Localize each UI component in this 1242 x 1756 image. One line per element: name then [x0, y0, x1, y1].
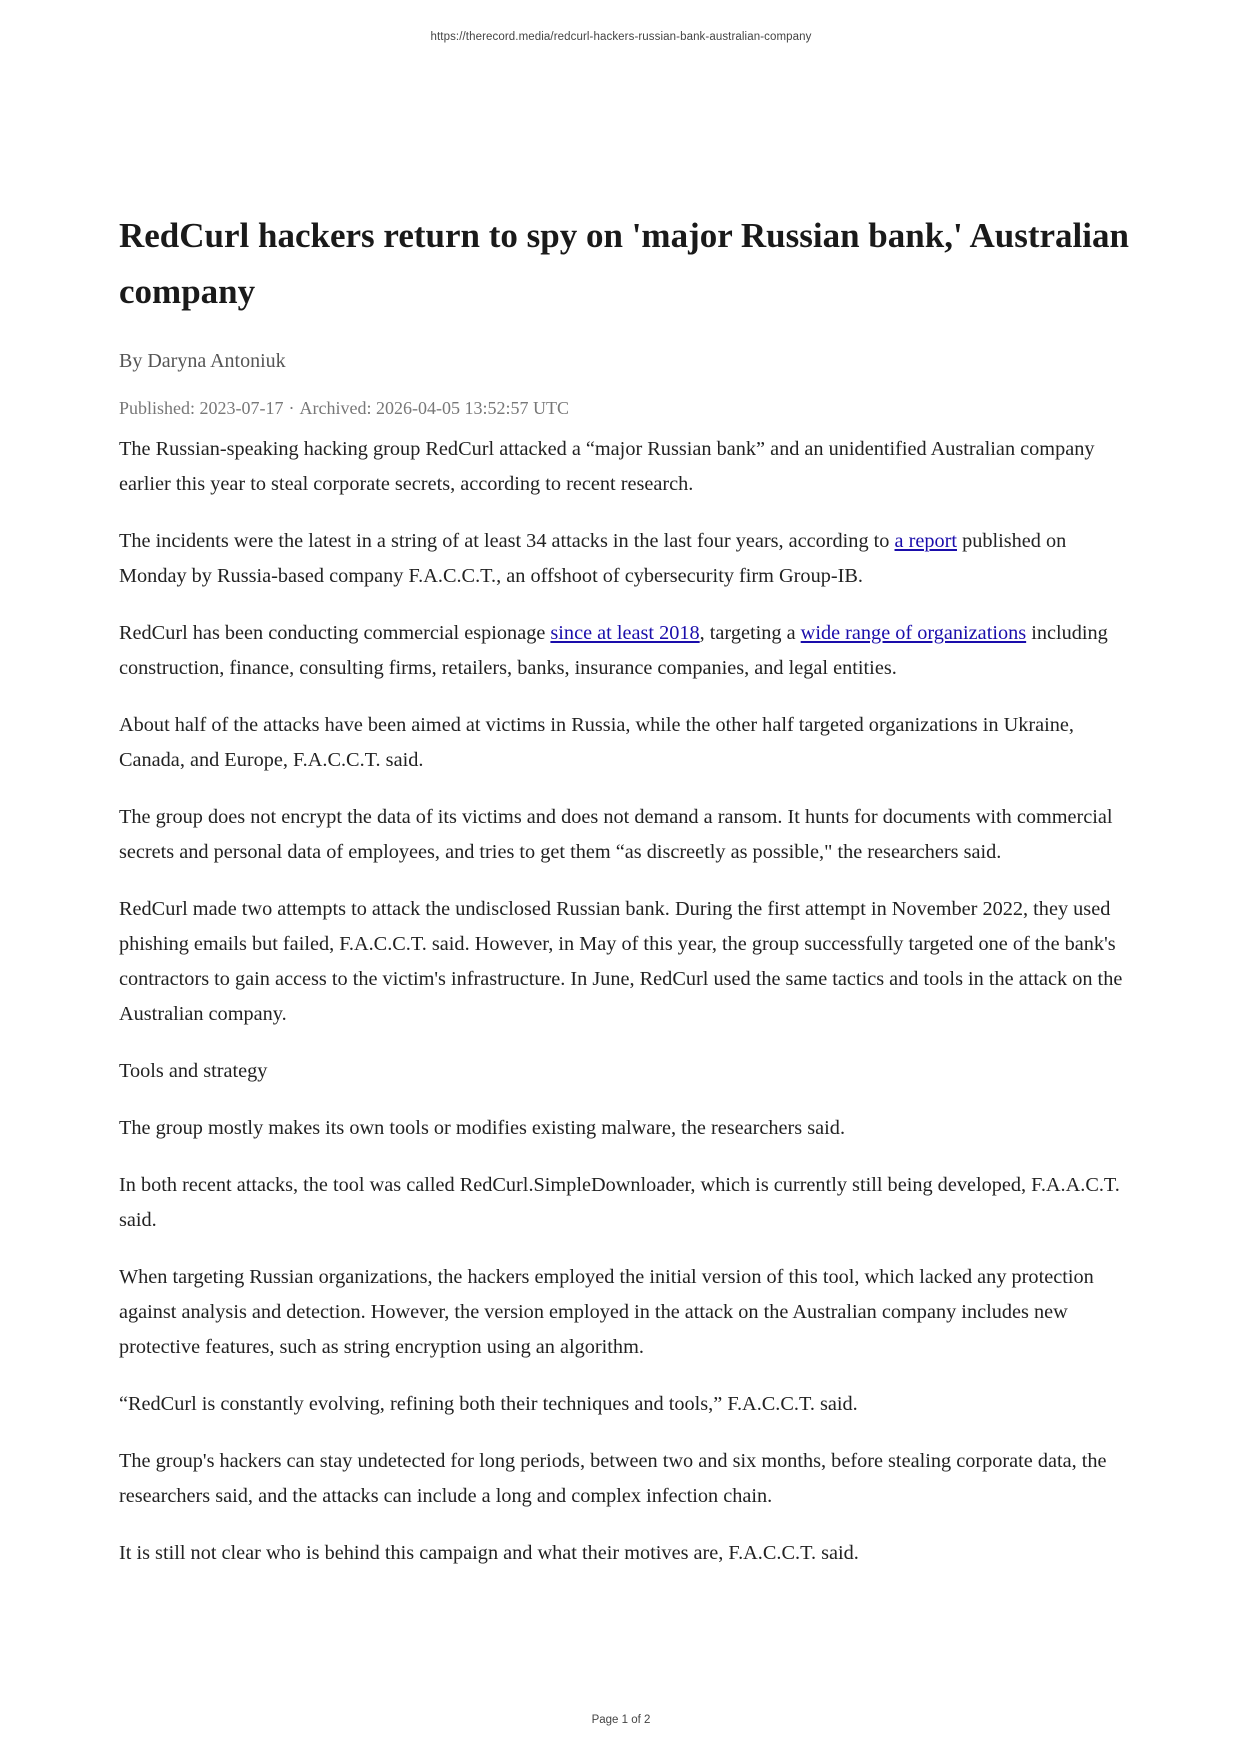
paragraph-2-text-a: The incidents were the latest in a string of at least 34 attacks in the last four years, according to [119, 530, 895, 552]
paragraph-3-text-a: RedCurl has been conducting commercial espionage [119, 622, 551, 644]
paragraph-8: The group mostly makes its own tools or modifies existing malware, the researchers said. [119, 1117, 846, 1139]
paragraph-13: It is still not clear who is behind this campaign and what their motives are, F.A.C.C.T. said. [119, 1542, 859, 1564]
article-body [119, 432, 1129, 1571]
article-title: RedCurl hackers return to spy on 'major Russian bank,' Australian company [119, 216, 1129, 311]
paragraph-2 [119, 524, 1129, 594]
article [119, 208, 1129, 1593]
paragraph-11: “RedCurl is constantly evolving, refining both their techniques and tools,” F.A.C.C.T. said. [119, 1393, 858, 1415]
paragraph-1: The Russian-speaking hacking group RedCurl attacked a “major Russian bank” and an unidentified Australian company earlier this year to steal corporate secrets, according to recent research. [119, 438, 1095, 495]
archived-date: Archived: 2026-04-05 13:52:57 UTC [299, 398, 569, 418]
published-date: Published: 2023-07-17 [119, 398, 284, 418]
page-url-header: https://therecord.media/redcurl-hackers-russian-bank-australian-company [430, 31, 812, 43]
paragraph-3-text-b: , targeting a [699, 622, 801, 644]
report-link[interactable]: a report [894, 530, 958, 552]
paragraph-2-text-b: published on Monday by Russia-based company F.A.C.C.T., an offshoot of cybersecurity firm Group-IB. [119, 530, 1067, 587]
paragraph-9: In both recent attacks, the tool was called RedCurl.SimpleDownloader, which is currently still being developed, F.A.A.C.T. said. [119, 1174, 1120, 1231]
wide-range-link[interactable]: wide range of organizations [800, 622, 1027, 644]
paragraph-3-text-c: including construction, finance, consulting firms, retailers, banks, insurance companies, and legal entities. [119, 622, 1108, 679]
paragraph-4: About half of the attacks have been aimed at victims in Russia, while the other half targeted organizations in Ukraine, Canada, and Europe, F.A.C.C.T. said. [119, 714, 1075, 771]
paragraph-3 [119, 616, 1129, 686]
paragraph-12: The group's hackers can stay undetected for long periods, between two and six months, before stealing corporate data, the researchers said, and the attacks can include a long and complex infection chain. [119, 1450, 1107, 1507]
paragraph-6: RedCurl made two attempts to attack the undisclosed Russian bank. During the first attempt in November 2022, they used phishing emails but failed, F.A.C.C.T. said. However, in May of this year, the group successfully targeted one of the bank's contractors to gain access to the victim's infrastructure. In June, RedCurl used the same tactics and tools in the attack on the Australian company. [119, 898, 1123, 1025]
section-heading-tools: Tools and strategy [119, 1060, 268, 1082]
date-separator: · [288, 398, 295, 418]
article-byline: By Daryna Antoniuk [119, 350, 286, 372]
article-dates [119, 395, 1129, 421]
paragraph-10: When targeting Russian organizations, the hackers employed the initial version of this tool, which lacked any protection against analysis and detection. However, the version employed in the attack on the Australian company includes new protective features, such as string encryption using an algorithm. [119, 1266, 1094, 1358]
page-number: Page 1 of 2 [591, 1714, 651, 1726]
since-2018-link[interactable]: since at least 2018 [550, 622, 700, 644]
paragraph-5: The group does not encrypt the data of its victims and does not demand a ransom. It hunts for documents with commercial secrets and personal data of employees, and tries to get them “as discreetly as possible," the researchers said. [119, 806, 1113, 863]
